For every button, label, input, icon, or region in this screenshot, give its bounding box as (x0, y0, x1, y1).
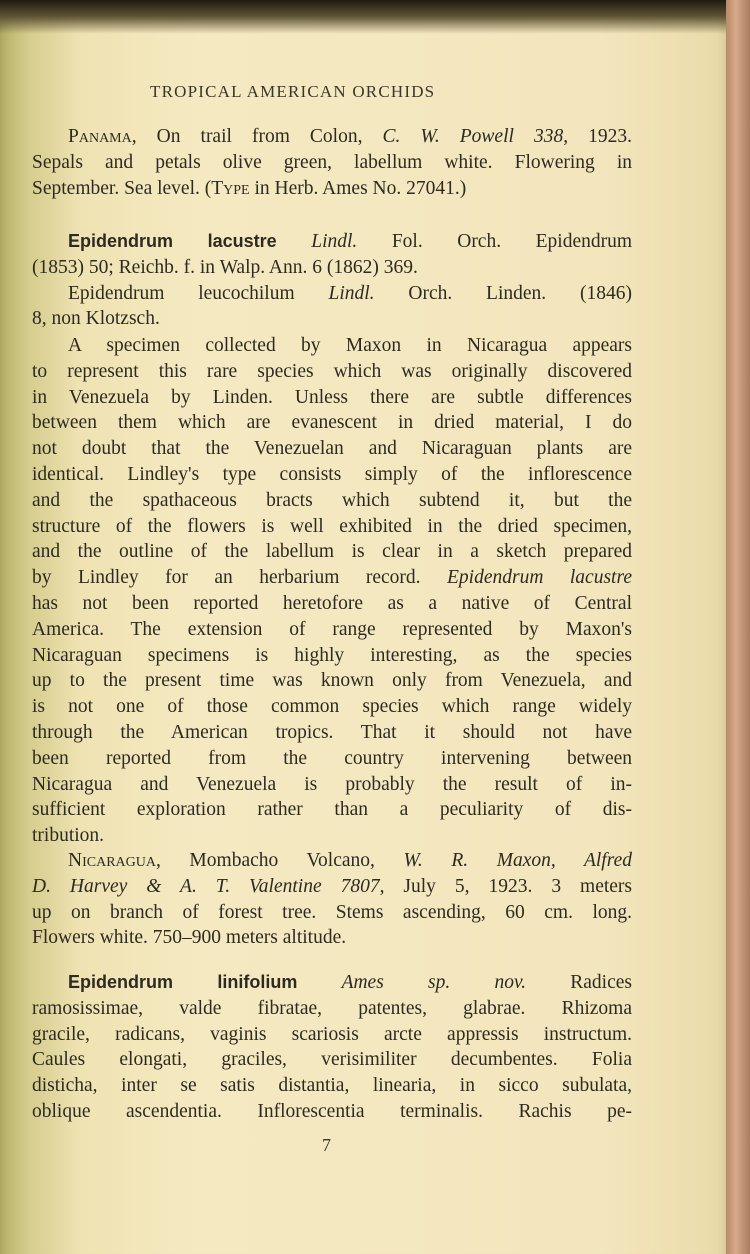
text-line: Panama, On trail from Colon, C. W. Powell 338, 1923. (68, 126, 632, 147)
text-line: Nicaraguan specimens is highly interesting, as the species (32, 644, 632, 666)
text-line: structure of the flowers is well exhibited in the dried specimen, (32, 515, 632, 537)
discussion-paragraph (32, 333, 632, 849)
text-line: 8, non Klotzsch. (32, 308, 160, 330)
text-line: and the spathaceous bracts which subtend it, but the (32, 489, 632, 511)
text-line: September. Sea level. (Type in Herb. Ames No. 27041.) (32, 177, 467, 199)
text-line: (1853) 50; Reichb. f. in Walp. Ann. 6 (1862) 369. (32, 256, 418, 278)
page-top-shadow (0, 0, 726, 34)
text-line: oblique ascendentia. Inflorescentia terminalis. Rachis pe- (32, 1100, 632, 1122)
text-line: by Lindley for an herbarium record. Epidendrum lacustre (32, 567, 632, 589)
text-line: Nicaragua, Mombacho Volcano, W. R. Maxon, Alfred (68, 850, 632, 871)
text-line: to represent this rare species which was originally discovered (32, 360, 632, 382)
text-line: in Venezuela by Linden. Unless there are subtle differences (32, 386, 632, 408)
text-line: Epidendrum leucochilum Lindl. Orch. Linden. (1846) (68, 282, 632, 304)
page-number: 7 (322, 1135, 331, 1155)
text-line: up on branch of forest tree. Stems ascending, 60 cm. long. (32, 901, 632, 923)
running-header: TROPICAL AMERICAN ORCHIDS (150, 82, 436, 101)
text-line: Epidendrum lacustre Lindl. Fol. Orch. Epidendrum (68, 231, 633, 252)
text-line: sufficient exploration rather than a peculiarity of dis- (32, 799, 632, 821)
text-line: up to the present time was known only from Venezuela, and (32, 670, 632, 692)
specimen-citation-paragraph (32, 848, 632, 951)
text-line: Nicaragua and Venezuela is probably the result of in- (32, 773, 632, 795)
species-heading-lacustre (32, 229, 632, 332)
text-line: been reported from the country intervening between (32, 747, 632, 769)
text-line: is not one of those common species which range widely (32, 696, 632, 718)
text-line: America. The extension of range represented by Maxon's (32, 618, 632, 640)
text-line: has not been reported heretofore as a native of Central (32, 592, 632, 614)
type-locality-paragraph (32, 124, 632, 201)
text-line: A specimen collected by Maxon in Nicaragua appears (68, 335, 632, 356)
text-line: between them which are evanescent in dried material, I do (32, 412, 632, 434)
text-line: ramosissimae, valde fibratae, patentes, glabrae. Rhizoma (32, 997, 632, 1019)
text-line: Flowers white. 750–900 meters altitude. (32, 927, 347, 949)
text-line: not doubt that the Venezuelan and Nicaraguan plants are (32, 438, 632, 460)
text-line: D. Harvey & A. T. Valentine 7807, July 5, 1923. 3 meters (32, 875, 633, 897)
text-line: tribution. (32, 825, 105, 847)
text-line: identical. Lindley's type consists simply of the inflorescence (32, 463, 632, 485)
species-description-linifolium (32, 970, 632, 1125)
book-spine-edge (726, 0, 750, 1254)
text-line: gracile, radicans, vaginis scariosis arcte appressis instructum. (32, 1023, 632, 1045)
text-line: Epidendrum linifolium Ames sp. nov. Radices (68, 972, 632, 993)
text-line: and the outline of the labellum is clear in a sketch prepared (32, 541, 632, 563)
text-line: Sepals and petals olive green, labellum white. Flowering in (32, 151, 632, 173)
text-line: through the American tropics. That it should not have (32, 721, 632, 743)
text-line: disticha, inter se satis distantia, linearia, in sicco subulata, (32, 1075, 632, 1097)
text-line: Caules elongati, graciles, verisimiliter decumbentes. Folia (32, 1049, 632, 1071)
